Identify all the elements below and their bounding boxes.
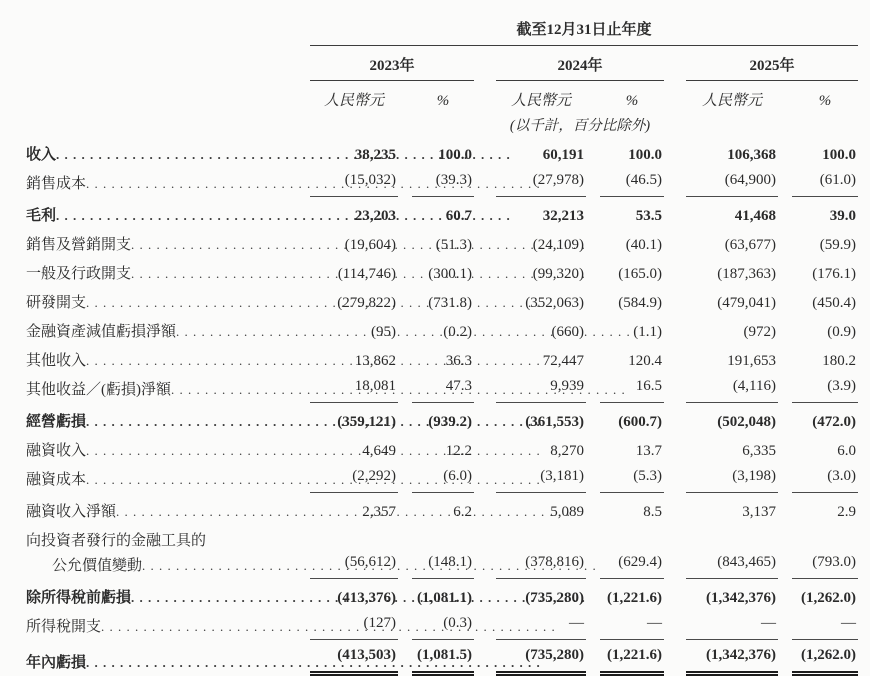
cell-value: (1,342,376) <box>706 590 776 606</box>
cell-value: 191,653 <box>727 353 776 369</box>
cell-value: 100.0 <box>822 147 857 163</box>
table-row <box>26 493 858 525</box>
cell-value: 106,368 <box>727 147 776 163</box>
table-row <box>26 229 858 258</box>
cell-value: (843,465) <box>686 550 778 579</box>
cell-value: (352,063) <box>525 295 584 311</box>
cell-value: (24,109) <box>532 237 584 253</box>
row-label-cell <box>26 464 302 493</box>
table-row <box>26 435 858 464</box>
cell-value: (450.4) <box>812 295 857 311</box>
value-cell <box>778 139 858 168</box>
cell-value: (6.0) <box>412 464 474 493</box>
cell-value: (61.0) <box>792 168 858 197</box>
value-cell <box>586 258 664 287</box>
row-label: 向投資者發行的金融工具的 <box>26 533 207 549</box>
table-row <box>26 258 858 287</box>
cell-value: (793.0) <box>792 550 858 579</box>
cell-value: 8,270 <box>550 443 584 459</box>
dot-leader <box>116 504 571 521</box>
cell-value: (731.8) <box>428 295 472 311</box>
cell-value: (1,081.5) <box>412 640 474 676</box>
dot-leader <box>86 443 541 460</box>
value-cell <box>778 435 858 464</box>
value-cell <box>778 493 858 525</box>
cell-value: (3.9) <box>792 374 858 403</box>
cell-value: 2.9 <box>837 504 857 520</box>
value-cell <box>664 493 778 525</box>
cell-value: 60.7 <box>445 208 472 224</box>
row-label-cell <box>26 435 302 464</box>
cell-value: (176.1) <box>812 266 857 282</box>
value-cell <box>664 139 778 168</box>
cell-value: (479,041) <box>717 295 776 311</box>
cell-value: (939.2) <box>428 414 472 430</box>
value-cell <box>778 640 858 676</box>
row-label: 融資成本 <box>26 472 87 488</box>
value-cell <box>778 579 858 611</box>
cell-value: (1,262.0) <box>792 640 858 676</box>
cell-value: — <box>686 611 778 640</box>
value-cell <box>586 579 664 611</box>
cell-value: 8.5 <box>643 504 662 520</box>
col-header-rmb: 人民幣元 <box>510 93 571 109</box>
value-cell <box>586 435 664 464</box>
cell-value: (27,978) <box>496 168 586 197</box>
cell-value: 4,649 <box>362 443 396 459</box>
row-label: 經營虧損 <box>26 414 87 430</box>
cell-value: (1,081.1) <box>417 590 472 606</box>
units-note-row <box>26 112 858 139</box>
cell-value: 53.5 <box>635 208 662 224</box>
row-label-cell <box>26 287 302 316</box>
row-label: 研發開支 <box>26 295 87 311</box>
value-cell <box>778 258 858 287</box>
cell-value: (148.1) <box>412 550 474 579</box>
dot-leader <box>86 353 541 370</box>
cell-value: (5.3) <box>600 464 664 493</box>
cell-value: (1,342,376) <box>686 640 778 676</box>
cell-value: (114,746) <box>337 266 396 282</box>
cell-value: (63,677) <box>724 237 776 253</box>
table-row <box>26 611 858 640</box>
row-label: 所得稅開支 <box>26 619 102 635</box>
row-label: 融資收入 <box>26 443 87 459</box>
row-label-cell <box>26 258 302 287</box>
cell-value: (600.7) <box>618 414 662 430</box>
value-cell <box>586 493 664 525</box>
cell-value: (660) <box>551 324 584 340</box>
cell-value: (735,280) <box>525 590 584 606</box>
value-cell <box>664 258 778 287</box>
cell-value: (187,363) <box>717 266 776 282</box>
value-cell <box>586 345 664 374</box>
row-label: 一般及行政開支 <box>26 266 132 282</box>
row-label-cell <box>26 611 302 640</box>
dot-leader <box>86 414 541 431</box>
value-cell <box>664 525 778 579</box>
cell-value: 16.5 <box>600 374 664 403</box>
value-cell <box>664 579 778 611</box>
dot-leader <box>86 176 541 193</box>
col-header-pct: % <box>818 93 832 109</box>
dot-leader <box>56 208 511 225</box>
cell-value: 41,468 <box>734 208 776 224</box>
table-row <box>26 139 858 168</box>
cell-value: 39.0 <box>829 208 857 224</box>
row-label: 年內虧損 <box>26 655 87 671</box>
table-row <box>26 374 858 403</box>
row-label: 融資收入淨額 <box>26 504 117 520</box>
cell-value: (361,553) <box>525 414 584 430</box>
row-label-cell <box>26 345 302 374</box>
value-cell <box>586 611 664 640</box>
income-statement-table <box>26 18 858 676</box>
cell-value: (64,900) <box>686 168 778 197</box>
cell-value: (127) <box>310 611 398 640</box>
cell-value: (359,121) <box>337 414 396 430</box>
cell-value: (502,048) <box>717 414 776 430</box>
row-label-continued: 公允價值變動 <box>52 558 143 574</box>
cell-value: (1.1) <box>633 324 662 340</box>
row-label-cell <box>26 139 302 168</box>
col-header-pct: % <box>625 93 639 109</box>
table-row <box>26 464 858 493</box>
cell-value: 72,447 <box>542 353 584 369</box>
cell-value: (39.3) <box>412 168 474 197</box>
cell-value: (95) <box>371 324 396 340</box>
value-cell <box>586 139 664 168</box>
cell-value: 100.0 <box>628 147 662 163</box>
row-label: 其他收益／(虧損)淨額 <box>26 382 171 398</box>
cell-value: (1,262.0) <box>801 590 857 606</box>
value-cell <box>664 287 778 316</box>
col-header-rmb: 人民幣元 <box>323 93 384 109</box>
table-row <box>26 287 858 316</box>
value-cell <box>664 403 778 435</box>
cell-value: (51.3) <box>435 237 472 253</box>
cell-value: 6,335 <box>742 443 776 459</box>
cell-value: (165.0) <box>618 266 662 282</box>
row-label-cell <box>26 316 302 345</box>
row-label: 收入 <box>26 147 57 163</box>
cell-value: (1,221.6) <box>607 590 662 606</box>
value-cell <box>778 316 858 345</box>
cell-value: 38,235 <box>354 147 396 163</box>
period-header-row <box>26 18 858 46</box>
table-row <box>26 525 858 579</box>
value-cell <box>664 345 778 374</box>
cell-value: 120.4 <box>628 353 662 369</box>
value-cell <box>778 287 858 316</box>
row-label-cell <box>26 168 302 197</box>
cell-value: 13.7 <box>635 443 662 459</box>
value-cell <box>586 229 664 258</box>
cell-value: (19,604) <box>344 237 396 253</box>
row-label: 毛利 <box>26 208 57 224</box>
value-cell <box>664 464 778 493</box>
cell-value: (15,032) <box>310 168 398 197</box>
table-row <box>26 345 858 374</box>
value-cell <box>664 374 778 403</box>
value-cell <box>664 316 778 345</box>
cell-value: 12.2 <box>445 443 472 459</box>
table-row <box>26 168 858 197</box>
cell-value: (0.9) <box>827 324 857 340</box>
cell-value: (59.9) <box>819 237 857 253</box>
value-cell <box>778 168 858 197</box>
units-note: (以千計，百分比除外) <box>509 118 651 134</box>
value-cell <box>778 525 858 579</box>
cell-value: (3.0) <box>792 464 858 493</box>
year-header-2024: 2024年 <box>496 46 664 81</box>
col-header-rmb: 人民幣元 <box>701 93 762 109</box>
value-cell <box>778 345 858 374</box>
row-label-cell <box>26 374 302 403</box>
cell-value: (56,612) <box>310 550 398 579</box>
cell-value: (1,221.6) <box>600 640 664 676</box>
cell-value: (413,503) <box>310 640 398 676</box>
cell-value: (3,198) <box>686 464 778 493</box>
cell-value: (40.1) <box>625 237 662 253</box>
value-cell <box>664 197 778 229</box>
row-label-cell <box>26 197 302 229</box>
cell-value: (413,376) <box>337 590 396 606</box>
year-header-2023: 2023年 <box>310 46 474 81</box>
cell-value: (0.2) <box>443 324 472 340</box>
value-cell <box>778 197 858 229</box>
value-cell <box>664 229 778 258</box>
value-cell <box>664 611 778 640</box>
cell-value: 3,137 <box>742 504 776 520</box>
dot-leader <box>86 295 541 312</box>
cell-value: 13,862 <box>354 353 396 369</box>
value-cell <box>586 168 664 197</box>
value-cell <box>778 374 858 403</box>
cell-value: (629.4) <box>600 550 664 579</box>
cell-value: 180.2 <box>822 353 857 369</box>
value-cell <box>586 525 664 579</box>
cell-value: — <box>496 611 586 640</box>
cell-value: (972) <box>743 324 776 340</box>
cell-value: (2,292) <box>310 464 398 493</box>
value-cell <box>586 640 664 676</box>
cell-value: 23,203 <box>354 208 396 224</box>
cell-value: (4,116) <box>686 374 778 403</box>
table-row <box>26 640 858 676</box>
row-label-cell <box>26 229 302 258</box>
value-cell <box>664 435 778 464</box>
cell-value: 6.2 <box>453 504 472 520</box>
cell-value: 60,191 <box>542 147 584 163</box>
value-cell <box>778 403 858 435</box>
value-cell <box>778 611 858 640</box>
row-label-cell <box>26 525 302 579</box>
value-cell <box>586 287 664 316</box>
dot-leader <box>101 619 556 636</box>
cell-value: 100.0 <box>438 147 472 163</box>
col-header-pct: % <box>436 93 450 109</box>
value-cell <box>586 464 664 493</box>
column-header-row <box>26 81 858 112</box>
row-label-cell <box>26 579 302 611</box>
period-header: 截至12月31日止年度 <box>310 18 858 46</box>
cell-value: 18,081 <box>310 374 398 403</box>
row-label-cell <box>26 640 302 676</box>
year-header-2025: 2025年 <box>686 46 858 81</box>
cell-value: (735,280) <box>496 640 586 676</box>
row-label: 其他收入 <box>26 353 87 369</box>
row-label-cell <box>26 493 302 525</box>
value-cell <box>586 403 664 435</box>
cell-value: — <box>792 611 858 640</box>
cell-value: (99,320) <box>532 266 584 282</box>
cell-value: (3,181) <box>496 464 586 493</box>
cell-value: (46.5) <box>600 168 664 197</box>
cell-value: (0.3) <box>412 611 474 640</box>
cell-value: (472.0) <box>812 414 857 430</box>
table-row <box>26 316 858 345</box>
cell-value: 9,939 <box>496 374 586 403</box>
row-label: 銷售成本 <box>26 176 87 192</box>
table-row <box>26 403 858 435</box>
value-cell <box>664 168 778 197</box>
cell-value: 32,213 <box>542 208 584 224</box>
table-row <box>26 579 858 611</box>
dot-leader <box>86 472 541 489</box>
value-cell <box>586 197 664 229</box>
cell-value: — <box>600 611 664 640</box>
cell-value: 5,089 <box>550 504 584 520</box>
table-row <box>26 197 858 229</box>
row-label: 銷售及營銷開支 <box>26 237 132 253</box>
value-cell <box>778 229 858 258</box>
dot-leader <box>86 655 541 672</box>
cell-value: 36.3 <box>445 353 472 369</box>
value-cell <box>778 464 858 493</box>
cell-value: (300.1) <box>428 266 472 282</box>
cell-value: (584.9) <box>618 295 662 311</box>
row-label-cell <box>26 403 302 435</box>
row-label: 金融資產減值虧損淨額 <box>26 324 177 340</box>
cell-value: 2,357 <box>362 504 396 520</box>
cell-value: (378,816) <box>496 550 586 579</box>
value-cell <box>664 640 778 676</box>
year-header-row <box>26 46 858 81</box>
row-label: 除所得稅前虧損 <box>26 590 132 606</box>
cell-value: 6.0 <box>837 443 857 459</box>
cell-value: (279,822) <box>337 295 396 311</box>
cell-value: 47.3 <box>412 374 474 403</box>
